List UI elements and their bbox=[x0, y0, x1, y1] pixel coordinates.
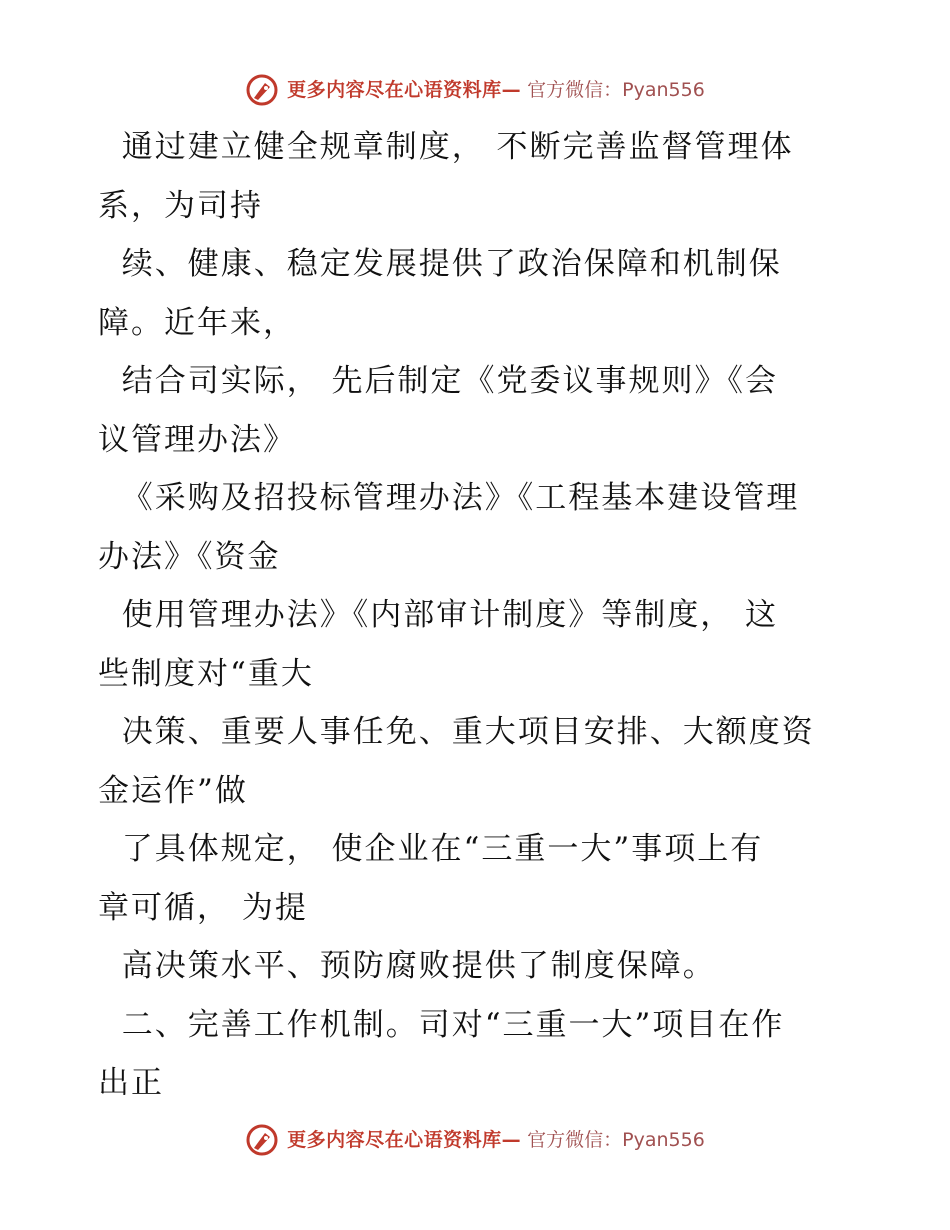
text-line: 章可循， 为提 bbox=[98, 889, 308, 926]
watermark-site-text: 更多内容尽在心语资料库— bbox=[287, 1128, 522, 1151]
text-line: 高决策水平、预防腐败提供了制度保障。 bbox=[98, 948, 716, 984]
watermark-site-text: 更多内容尽在心语资料库— bbox=[287, 78, 522, 101]
header-watermark bbox=[0, 70, 950, 110]
text-line: 使用管理办法》《内部审计制度》等制度， 这 bbox=[98, 597, 779, 633]
text-line: 些制度对“重大 bbox=[98, 655, 314, 692]
text-line: 二、完善工作机制。司对“三重一大”项目在作 bbox=[98, 1006, 785, 1043]
text-line: 续、健康、稳定发展提供了政治保障和机制保 bbox=[98, 246, 782, 282]
text-line: 了具体规定， 使企业在“三重一大”事项上有 bbox=[98, 831, 764, 867]
pen-nib-logo-icon bbox=[245, 73, 279, 107]
text-line: 障。近年来， bbox=[98, 304, 296, 341]
footer-watermark bbox=[0, 1120, 950, 1160]
watermark-wechat-text: 官方微信：Pyan556 bbox=[527, 1128, 705, 1151]
text-line: 议管理办法》 bbox=[98, 421, 296, 458]
text-line: 系，为司持 bbox=[98, 187, 263, 224]
text-line: 通过建立健全规章制度， 不断完善监督管理体 bbox=[98, 129, 794, 165]
text-line: 《采购及招投标管理办法》《工程基本建设管理 bbox=[98, 480, 800, 516]
text-line: 结合司实际， 先后制定《党委议事规则》《会 bbox=[98, 363, 779, 399]
text-line: 出正 bbox=[98, 1065, 164, 1101]
document-body bbox=[98, 118, 858, 1113]
watermark-wechat-text: 官方微信：Pyan556 bbox=[527, 78, 705, 101]
pen-nib-logo-icon bbox=[245, 1123, 279, 1157]
text-line: 决策、重要人事任免、重大项目安排、大额度资 bbox=[98, 714, 815, 750]
text-line: 金运作”做 bbox=[98, 772, 248, 809]
text-line: 办法》《资金 bbox=[98, 538, 281, 575]
